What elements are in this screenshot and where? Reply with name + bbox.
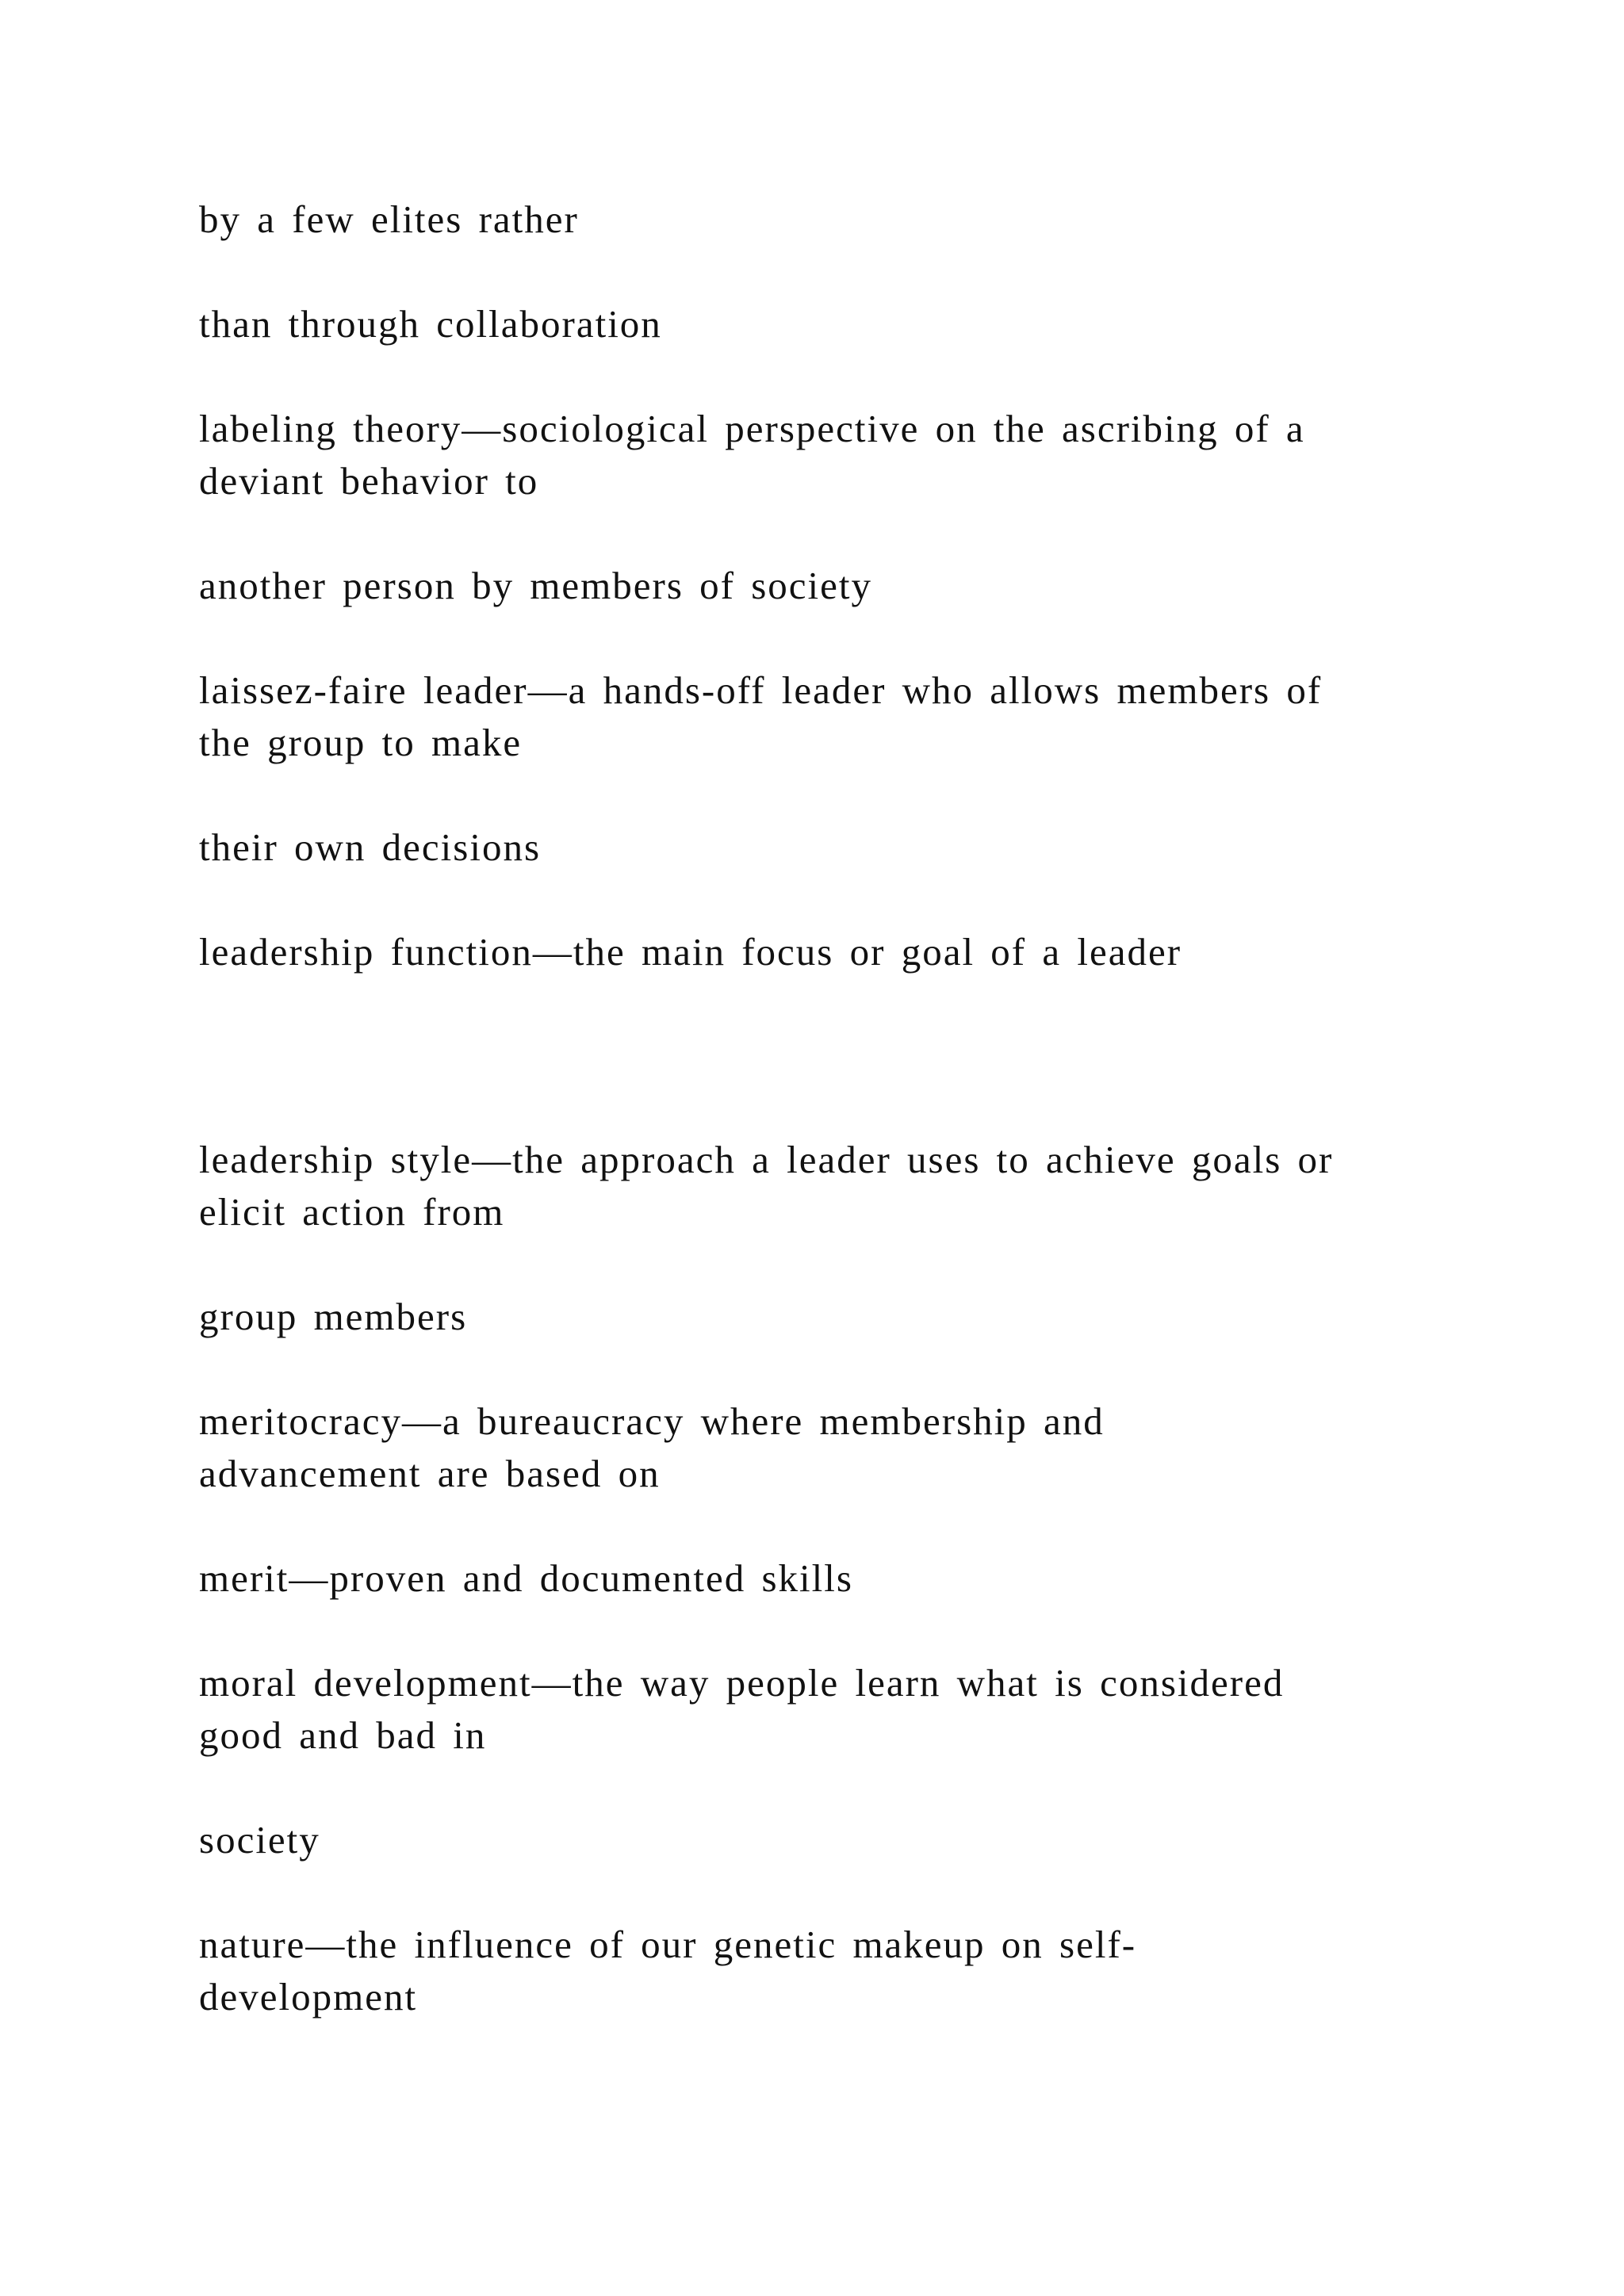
paragraph: leadership function—the main focus or goal of a leader: [199, 930, 1182, 974]
paragraph: meritocracy—a bureaucracy where membership and advancement are based on: [199, 1399, 1105, 1495]
paragraph: their own decisions: [199, 825, 542, 869]
paragraph: group members: [199, 1295, 468, 1338]
paragraph: society: [199, 1818, 320, 1862]
paragraph: leadership style—the approach a leader uses to achieve goals or elicit action from: [199, 1138, 1334, 1234]
paragraph: merit—proven and documented skills: [199, 1556, 853, 1600]
paragraph: laissez-faire leader—a hands-off leader who allows members of the group to make: [199, 668, 1323, 764]
paragraph: labeling theory—sociological perspective on the ascribing of a deviant behavior to: [199, 407, 1305, 503]
paragraph: than through collaboration: [199, 302, 662, 346]
paragraph: by a few elites rather: [199, 197, 579, 241]
paragraph: another person by members of society: [199, 564, 873, 607]
paragraph: moral development—the way people learn what is considered good and bad in: [199, 1661, 1285, 1757]
paragraph: nature—the influence of our genetic makeup on self- development: [199, 1923, 1137, 2019]
